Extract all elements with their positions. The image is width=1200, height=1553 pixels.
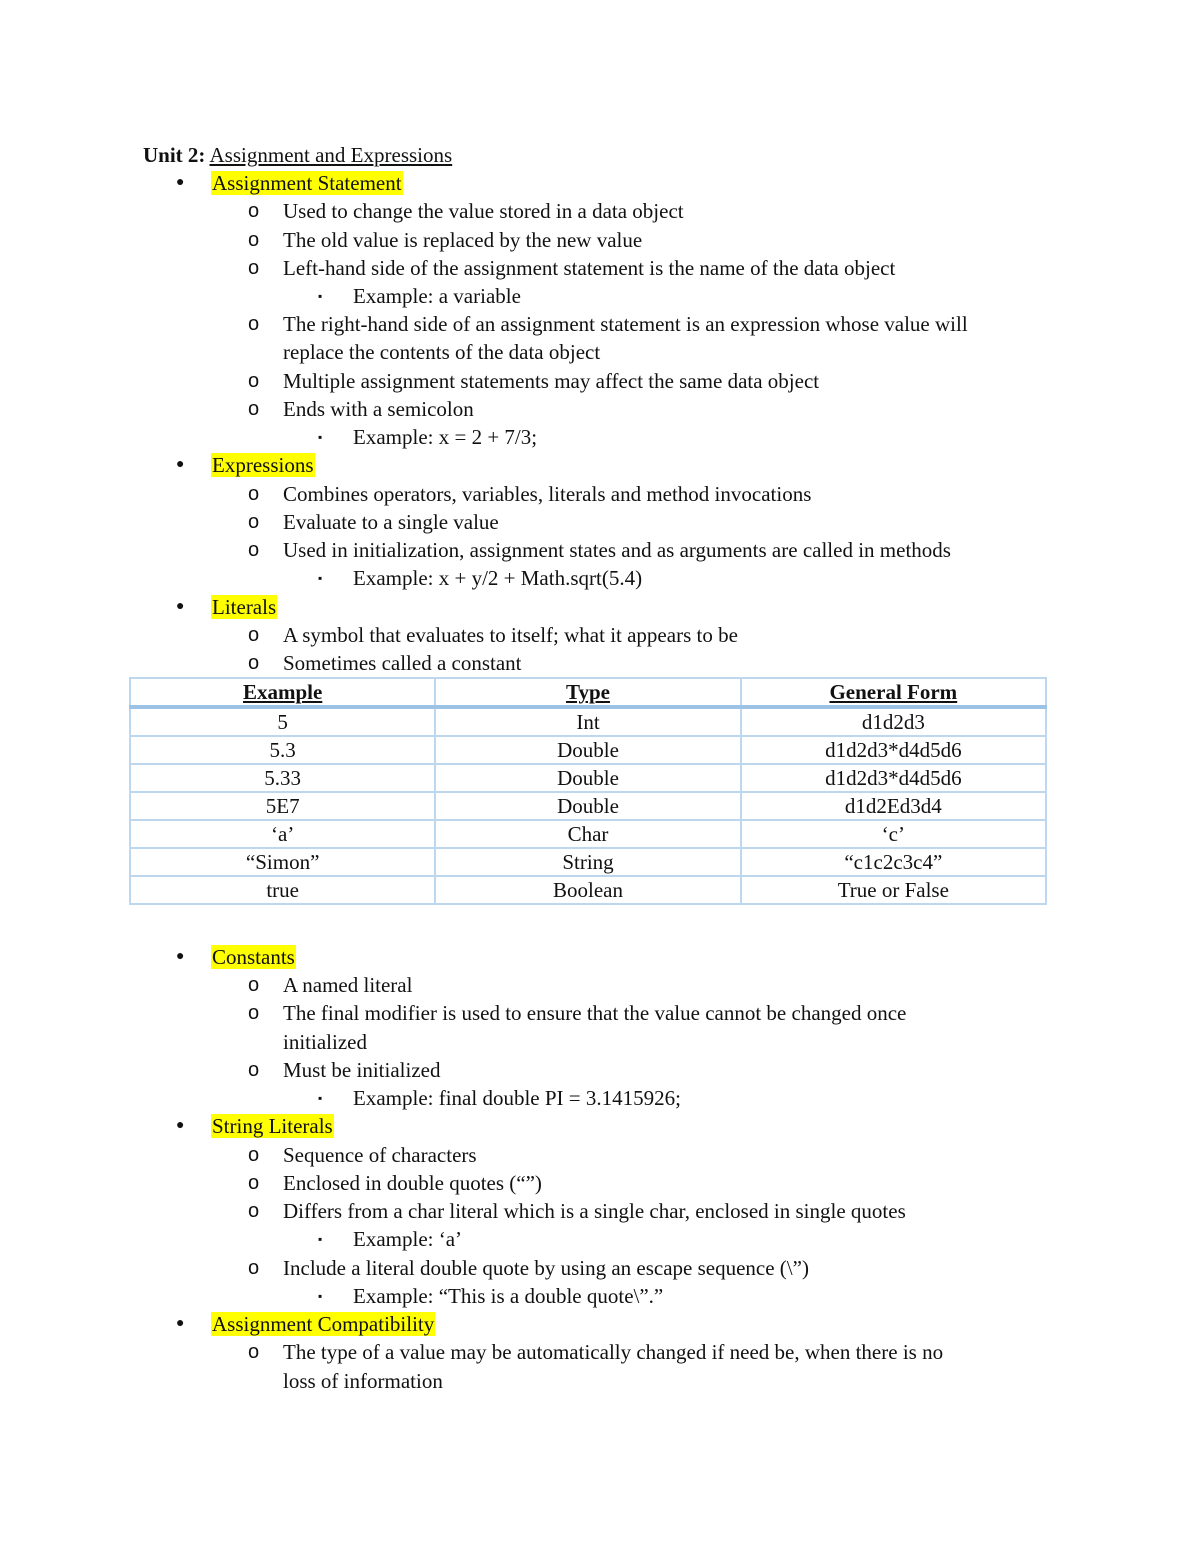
list-item: The old value is replaced by the new value xyxy=(283,228,643,252)
table-header-row xyxy=(130,678,1046,707)
table-row xyxy=(130,764,1046,792)
sub-bullet-icon: o xyxy=(248,1341,260,1363)
column-header-general-form: General Form xyxy=(741,678,1046,707)
list-item: Include a literal double quote by using an escape sequence (\”) xyxy=(283,1256,809,1280)
table-cell: d1d2d3*d4d5d6 xyxy=(741,764,1046,792)
table-row xyxy=(130,736,1046,764)
square-bullet-icon: ▪ xyxy=(318,430,323,444)
table-cell: Double xyxy=(435,792,740,820)
sub-bullet-icon: o xyxy=(248,1002,260,1024)
list-item: Evaluate to a single value xyxy=(283,510,499,534)
bullet-icon: ● xyxy=(176,1118,185,1133)
table-cell: Double xyxy=(435,736,740,764)
list-item: Left-hand side of the assignment statement is the name of the data object xyxy=(283,256,896,280)
sub-bullet-icon: o xyxy=(248,652,260,674)
list-item: The final modifier is used to ensure that the value cannot be changed once xyxy=(283,1001,907,1025)
square-bullet-icon: ▪ xyxy=(318,1232,323,1246)
table-row xyxy=(130,707,1046,736)
table-cell: String xyxy=(435,848,740,876)
table-row xyxy=(130,792,1046,820)
table-cell: ‘a’ xyxy=(130,820,435,848)
square-bullet-icon: ▪ xyxy=(318,1289,323,1303)
list-item: Example: a variable xyxy=(353,284,521,308)
table-cell: true xyxy=(130,876,435,904)
section-heading-compatibility: Assignment Compatibility xyxy=(212,1312,435,1336)
sub-bullet-icon: o xyxy=(248,1257,260,1279)
list-item: Ends with a semicolon xyxy=(283,397,474,421)
sub-bullet-icon: o xyxy=(248,1059,260,1081)
table-cell: “c1c2c3c4” xyxy=(741,848,1046,876)
bullet-icon: ● xyxy=(176,949,185,964)
section-heading-expressions: Expressions xyxy=(212,453,314,477)
square-bullet-icon: ▪ xyxy=(318,571,323,585)
list-item: Multiple assignment statements may affect the same data object xyxy=(283,369,820,393)
list-item: loss of information xyxy=(283,1369,443,1393)
list-item: Used in initialization, assignment states and as arguments are called in methods xyxy=(283,538,951,562)
sub-bullet-icon: o xyxy=(248,257,260,279)
table-cell: True or False xyxy=(741,876,1046,904)
unit-title: Assignment and Expressions xyxy=(209,143,453,167)
table-cell: ‘c’ xyxy=(741,820,1046,848)
section-heading-assignment: Assignment Statement xyxy=(212,171,402,195)
table-cell: d1d2d3*d4d5d6 xyxy=(741,736,1046,764)
sub-bullet-icon: o xyxy=(248,1144,260,1166)
bullet-icon: ● xyxy=(176,1316,185,1331)
literals-table xyxy=(129,677,1047,905)
table-cell: “Simon” xyxy=(130,848,435,876)
bullet-icon: ● xyxy=(176,175,185,190)
list-item: Used to change the value stored in a data object xyxy=(283,199,684,223)
sub-bullet-icon: o xyxy=(248,313,260,335)
sub-bullet-icon: o xyxy=(248,483,260,505)
list-item: The type of a value may be automatically changed if need be, when there is no xyxy=(283,1340,944,1364)
list-item: Combines operators, variables, literals and method invocations xyxy=(283,482,812,506)
table-cell: 5E7 xyxy=(130,792,435,820)
sub-bullet-icon: o xyxy=(248,511,260,533)
table-row xyxy=(130,876,1046,904)
table-cell: Char xyxy=(435,820,740,848)
list-item: Must be initialized xyxy=(283,1058,441,1082)
table-cell: Boolean xyxy=(435,876,740,904)
table-cell: 5 xyxy=(130,707,435,736)
list-item: Enclosed in double quotes (“”) xyxy=(283,1171,542,1195)
column-header-example: Example xyxy=(130,678,435,707)
list-item: A named literal xyxy=(283,973,413,997)
sub-bullet-icon: o xyxy=(248,1172,260,1194)
sub-bullet-icon: o xyxy=(248,200,260,222)
table-cell: Double xyxy=(435,764,740,792)
column-header-type: Type xyxy=(435,678,740,707)
sub-bullet-icon: o xyxy=(248,539,260,561)
table-cell: Int xyxy=(435,707,740,736)
sub-bullet-icon: o xyxy=(248,398,260,420)
list-item: replace the contents of the data object xyxy=(283,340,601,364)
list-item: Example: final double PI = 3.1415926; xyxy=(353,1086,681,1110)
table-row xyxy=(130,820,1046,848)
section-heading-string-literals: String Literals xyxy=(212,1114,333,1138)
list-item: Differs from a char literal which is a single char, enclosed in single quotes xyxy=(283,1199,906,1223)
list-item: Sequence of characters xyxy=(283,1143,477,1167)
section-heading-constants: Constants xyxy=(212,945,295,969)
sub-bullet-icon: o xyxy=(248,974,260,996)
square-bullet-icon: ▪ xyxy=(318,289,323,303)
bullet-icon: ● xyxy=(176,457,185,472)
table-row xyxy=(130,848,1046,876)
list-item: Example: “This is a double quote\”.” xyxy=(353,1284,664,1308)
list-item: Sometimes called a constant xyxy=(283,651,522,675)
list-item: Example: x + y/2 + Math.sqrt(5.4) xyxy=(353,566,643,590)
table-cell: d1d2Ed3d4 xyxy=(741,792,1046,820)
sub-bullet-icon: o xyxy=(248,624,260,646)
table-cell: 5.33 xyxy=(130,764,435,792)
sub-bullet-icon: o xyxy=(248,370,260,392)
table-cell: 5.3 xyxy=(130,736,435,764)
list-item: A symbol that evaluates to itself; what it appears to be xyxy=(283,623,738,647)
section-heading-literals: Literals xyxy=(212,595,277,619)
unit-label: Unit 2: xyxy=(143,143,206,167)
list-item: Example: ‘a’ xyxy=(353,1227,463,1251)
square-bullet-icon: ▪ xyxy=(318,1091,323,1105)
page-title xyxy=(143,141,452,169)
table-cell: d1d2d3 xyxy=(741,707,1046,736)
list-item: Example: x = 2 + 7/3; xyxy=(353,425,538,449)
sub-bullet-icon: o xyxy=(248,229,260,251)
sub-bullet-icon: o xyxy=(248,1200,260,1222)
list-item: initialized xyxy=(283,1030,367,1054)
list-item: The right-hand side of an assignment statement is an expression whose value will xyxy=(283,312,968,336)
bullet-icon: ● xyxy=(176,599,185,614)
